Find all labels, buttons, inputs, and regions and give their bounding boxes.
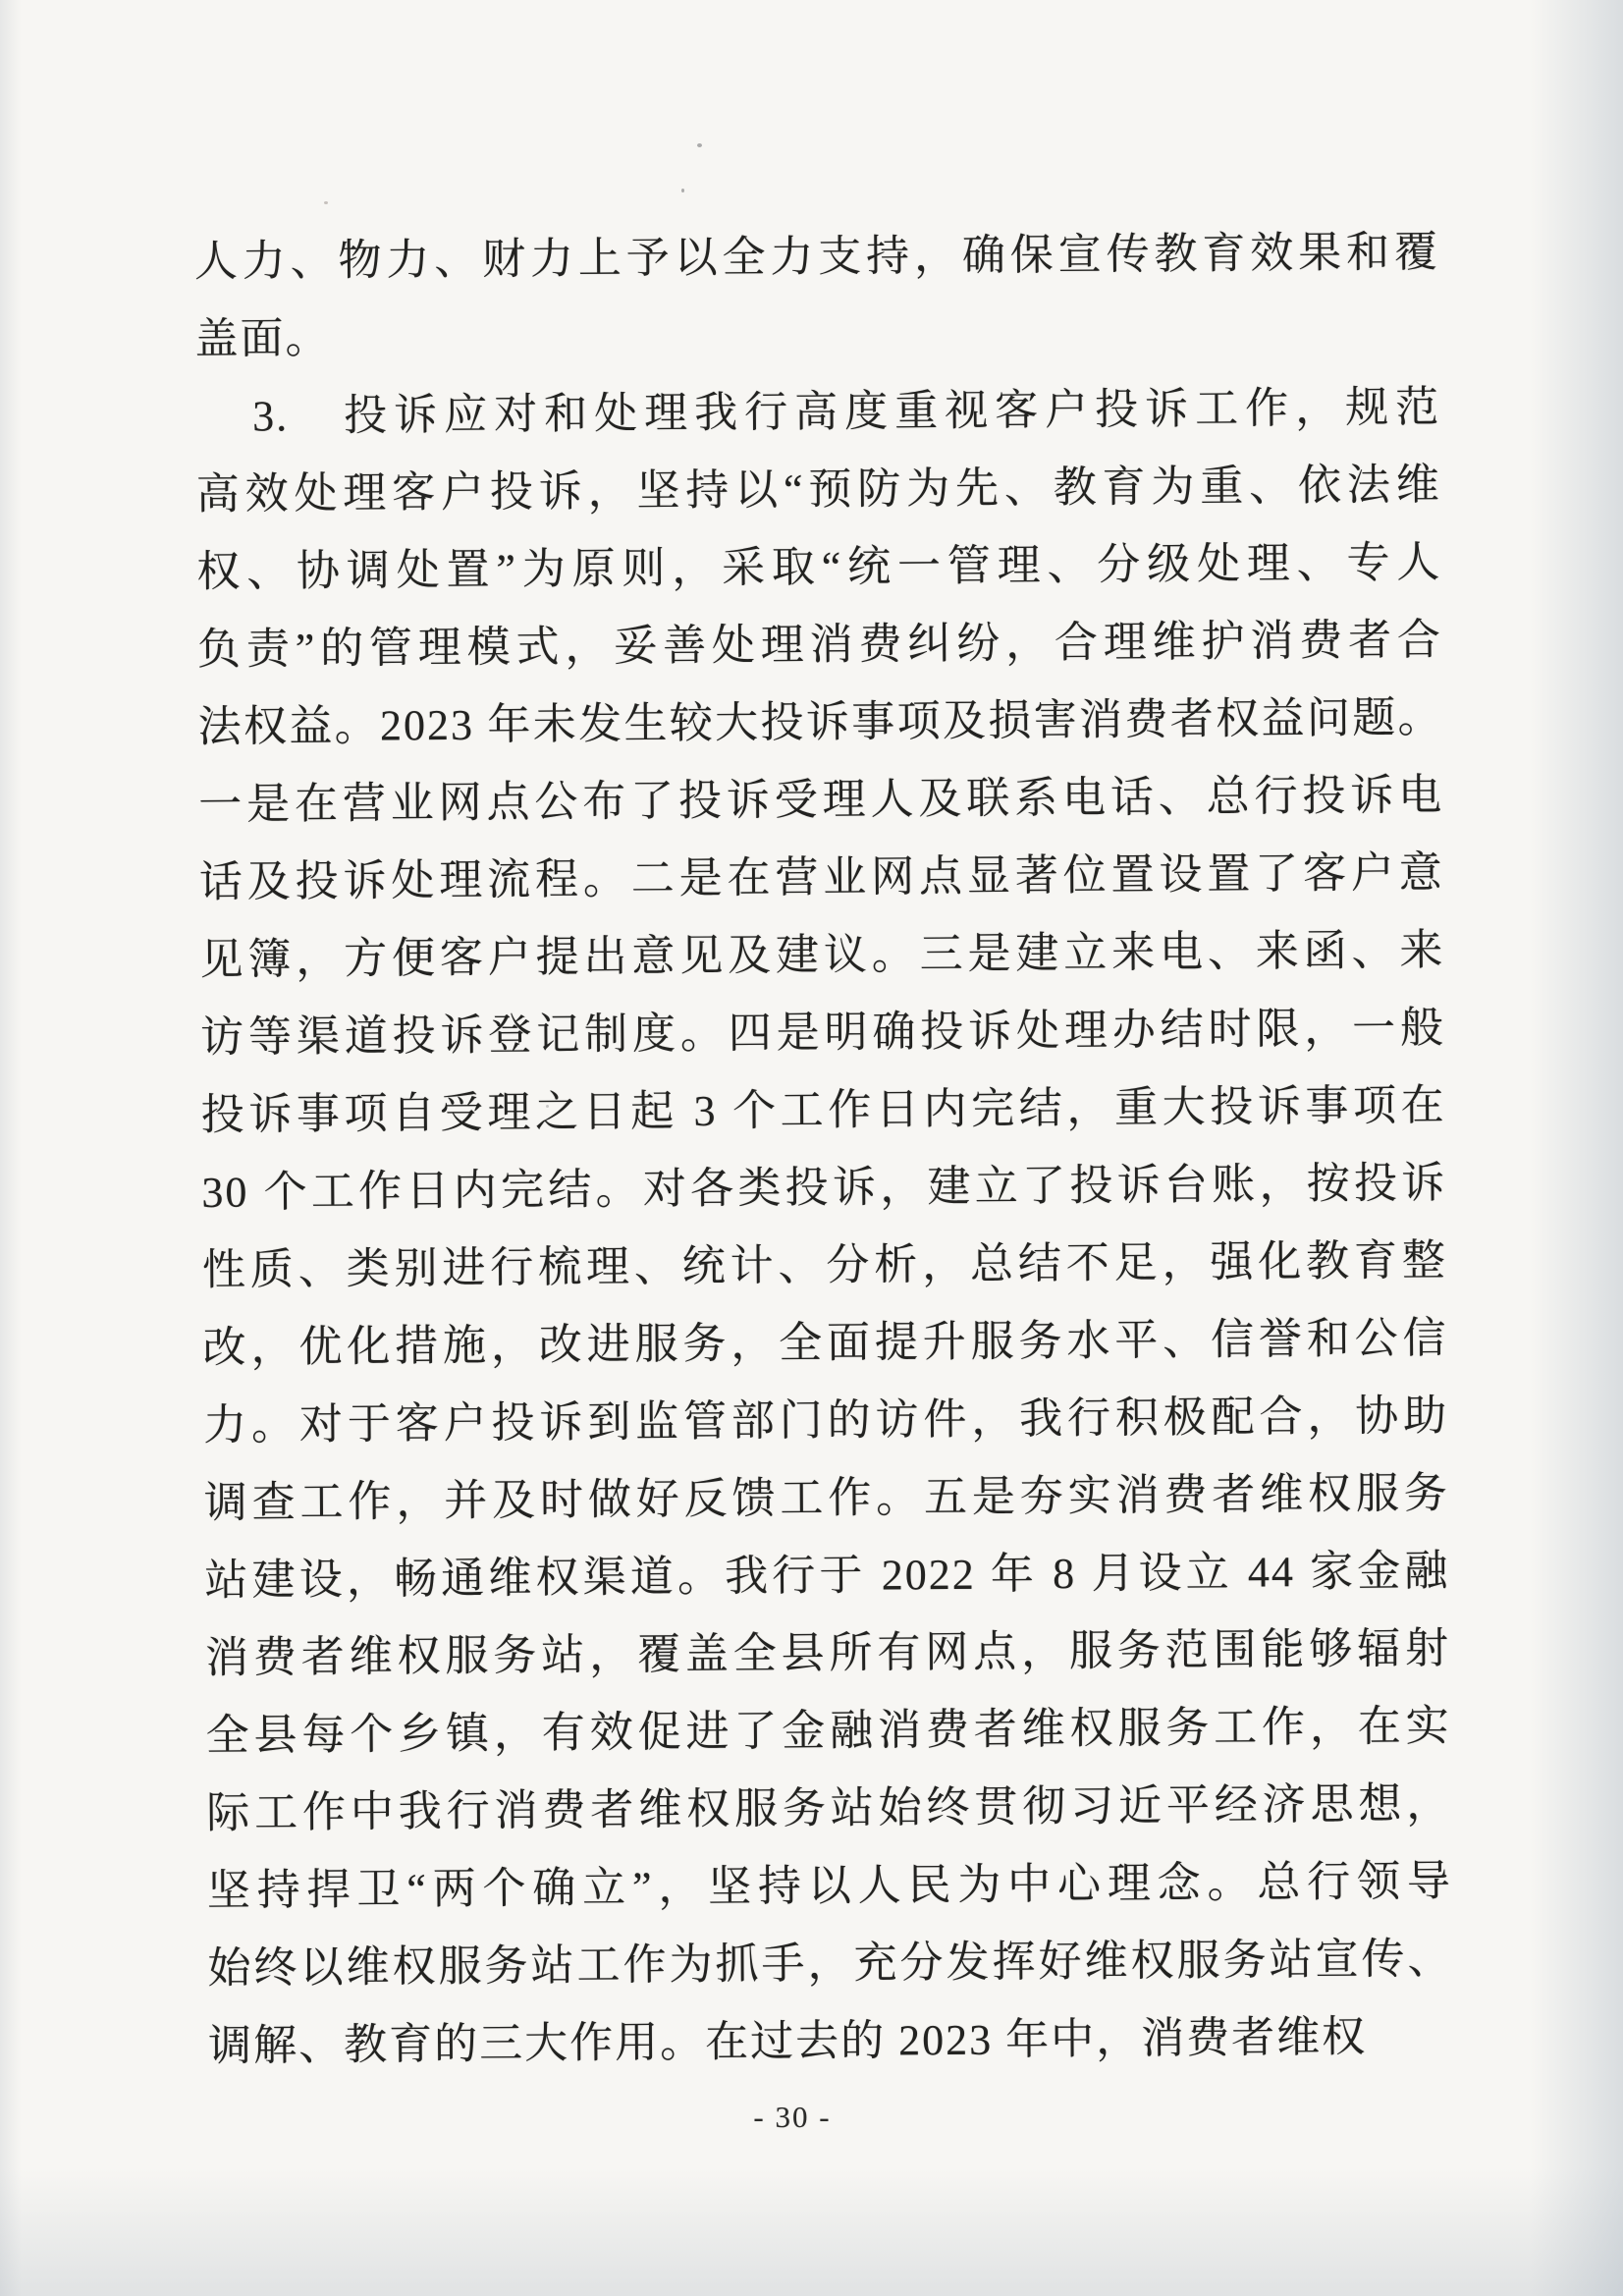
- text-line: 坚持捍卫“两个确立”，坚持以人民为中心理念。总行领导: [206, 1856, 1453, 1915]
- page-number: - 30 -: [753, 2100, 832, 2134]
- text-line: 际工作中我行消费者维权服务站始终贯彻习近平经济思想，: [206, 1779, 1452, 1837]
- scan-speck: [324, 201, 328, 204]
- text-line: 调解、教育的三大作用。在过去的 2023 年中，消费者维权: [207, 2012, 1368, 2070]
- text-line: 消费者维权服务站，覆盖全县所有网点，服务范围能够辐射: [204, 1624, 1451, 1682]
- text-line: 法权益。2023 年未发生较大投诉事项及损害消费者权益问题。: [197, 693, 1443, 751]
- text-line: 始终以维权服务站工作为抓手，充分发挥好维权服务站宣传、: [207, 1934, 1453, 1993]
- text-line: 投诉事项自受理之日起 3 个工作日内完结，重大投诉事项在: [200, 1081, 1446, 1139]
- text-line: 30 个工作日内完结。对各类投诉，建立了投诉台账，按投诉: [201, 1159, 1447, 1217]
- scan-speck: [681, 189, 684, 192]
- text-line: 负责”的管理模式，妥善处理消费纠纷，合理维护消费者合: [196, 616, 1443, 674]
- text-line: 全县每个乡镇，有效促进了金融消费者维权服务工作，在实: [205, 1702, 1451, 1760]
- text-line: 访等渠道投诉登记制度。四是明确投诉处理办结时限，一般: [199, 1004, 1446, 1062]
- text-line: 权、协调处置”为原则，采取“统一管理、分级处理、专人: [196, 538, 1442, 596]
- text-line: 改，优化措施，改进服务，全面提升服务水平、信誉和公信: [202, 1314, 1448, 1372]
- text-line: 高效处理客户投诉，坚持以“预防为先、教育为重、依法维: [195, 461, 1441, 519]
- text-line: 盖面。: [194, 313, 331, 364]
- document-text: [194, 213, 1454, 2085]
- text-line: 性质、类别进行梳理、统计、分析，总结不足，强化教育整: [201, 1236, 1448, 1294]
- text-line: 一是在营业网点公布了投诉受理人及联系电话、总行投诉电: [198, 771, 1444, 829]
- text-line: 人力、物力、财力上予以全力支持，确保宣传教育效果和覆: [193, 228, 1440, 287]
- text-line: 3. 投诉应对和处理我行高度重视客户投诉工作，规范: [251, 383, 1441, 441]
- scan-speck: [697, 143, 702, 147]
- text-line: 站建设，畅通维权渠道。我行于 2022 年 8 月设立 44 家金融: [204, 1547, 1450, 1605]
- text-line: 调查工作，并及时做好反馈工作。五是夯实消费者维权服务: [203, 1469, 1449, 1527]
- text-line: 话及投诉处理流程。二是在营业网点显著位置设置了客户意: [198, 848, 1445, 906]
- text-line: 见簿，方便客户提出意见及建议。三是建立来电、来函、来: [199, 926, 1445, 984]
- text-line: 力。对于客户投诉到监管部门的访件，我行积极配合，协助: [202, 1392, 1449, 1449]
